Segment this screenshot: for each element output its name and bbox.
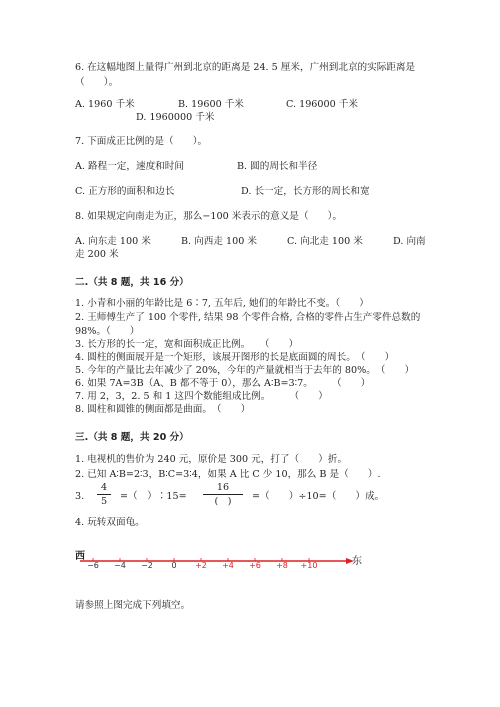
- judge-item-continued: 98%。（ ）: [75, 326, 140, 337]
- q6-option-c: C. 196000 千米: [286, 99, 358, 110]
- q6-option-b: B. 19600 千米: [178, 99, 244, 110]
- number-line-instruction: 请参照上图完成下列填空。: [75, 600, 191, 611]
- q6-stem-line2: （ ）。: [75, 77, 119, 88]
- judge-item: 7. 用 2，3，2. 5 和 1 这四个数能组成比例。 （ ）: [75, 391, 328, 402]
- west-label: 西: [75, 551, 85, 562]
- number-line-label: −4: [114, 561, 126, 570]
- fraction-numerator: 4: [100, 482, 108, 493]
- number-line-label: +10: [300, 561, 318, 570]
- east-label: 东: [352, 556, 362, 567]
- judge-item: 5. 今年的产量比去年减少了 20%，今年的产量就相当于去年的 80%。 （ ）: [75, 365, 415, 376]
- judge-item: 3. 长方形的长一定，宽和面积成正比例。 （ ）: [75, 339, 299, 350]
- number-line-label: +6: [249, 561, 261, 570]
- number-line-label: −6: [87, 561, 99, 570]
- judge-item: 8. 圆柱和圆锥的侧面都是曲面。 （ ）: [75, 404, 251, 415]
- q6-stem-line1: 6. 在这幅地图上量得广州到北京的距离是 24. 5 厘米，广州到北京的实际距离是: [75, 62, 416, 73]
- q7-option-d: D. 长一定，长方形的周长和宽: [241, 186, 370, 197]
- section-3-heading: 三.（共 8 题，共 20 分）: [75, 432, 189, 443]
- q7-option-b: B. 圆的周长和半径: [237, 161, 318, 172]
- fill-q2: 2. 已知 A∶B=2∶3，B∶C=3∶4，如果 A 比 C 少 10，那么 B 是（ ）.: [75, 469, 381, 480]
- fill-q3-label: 3.: [75, 491, 85, 502]
- fraction-denominator: 5: [100, 496, 108, 507]
- fill-q1: 1. 电视机的售价为 240 元，原价是 300 元，打了（ ）折。: [75, 454, 348, 465]
- q8-stem: 8. 如果规定向南走为正，那么−100 米表示的意义是（ ）。: [75, 211, 343, 222]
- q7-option-c: C. 正方形的面积和边长: [75, 186, 175, 197]
- fraction-denominator: ( ): [214, 496, 232, 507]
- section-2-heading: 二.（共 8 题，共 16 分）: [75, 277, 189, 288]
- fill-q4: 4. 玩转双面龟。: [75, 517, 145, 528]
- q8-option-c: C. 向北走 100 米: [287, 236, 363, 247]
- number-line-label: −2: [141, 561, 153, 570]
- number-line-label: 0: [171, 561, 177, 570]
- judge-item: 2. 王师傅生产了 100 个零件, 结果 98 个零件合格, 合格的零件占生产零件总数的: [75, 312, 421, 323]
- number-line-label: +8: [276, 561, 288, 570]
- judge-item: 6. 如果 7A=3B（A、B 都不等于 0），那么 A∶B=3∶7。 （ ）: [75, 378, 371, 389]
- fraction-numerator: 16: [216, 482, 230, 493]
- fill-q3-part1: =（ ）∶15=: [120, 491, 187, 502]
- q6-option-a: A. 1960 千米: [75, 99, 135, 110]
- q7-option-a: A. 路程一定，速度和时间: [75, 161, 184, 172]
- q6-option-d: D. 1960000 千米: [136, 112, 215, 123]
- q8-option-a: A. 向东走 100 米: [75, 236, 151, 247]
- judge-item: 4. 圆柱的侧面展开是一个矩形，该展开图形的长是底面圆的周长。 （ ）: [75, 352, 395, 363]
- q8-option-d-part2: 走 200 米: [75, 249, 119, 260]
- q8-option-b: B. 向西走 100 米: [181, 236, 257, 247]
- number-line-label: +2: [195, 561, 207, 570]
- judge-item: 1. 小青和小丽的年龄比是 6∶7, 五年后, 她们的年龄比不变。（ ）: [75, 298, 369, 309]
- number-line-label: +4: [222, 561, 234, 570]
- q7-stem: 7. 下面成正比例的是（ ）。: [75, 136, 208, 147]
- q8-option-d-part1: D. 向南: [393, 236, 426, 247]
- fill-q3-part2: =（ ）÷10=（ ）成。: [252, 491, 385, 502]
